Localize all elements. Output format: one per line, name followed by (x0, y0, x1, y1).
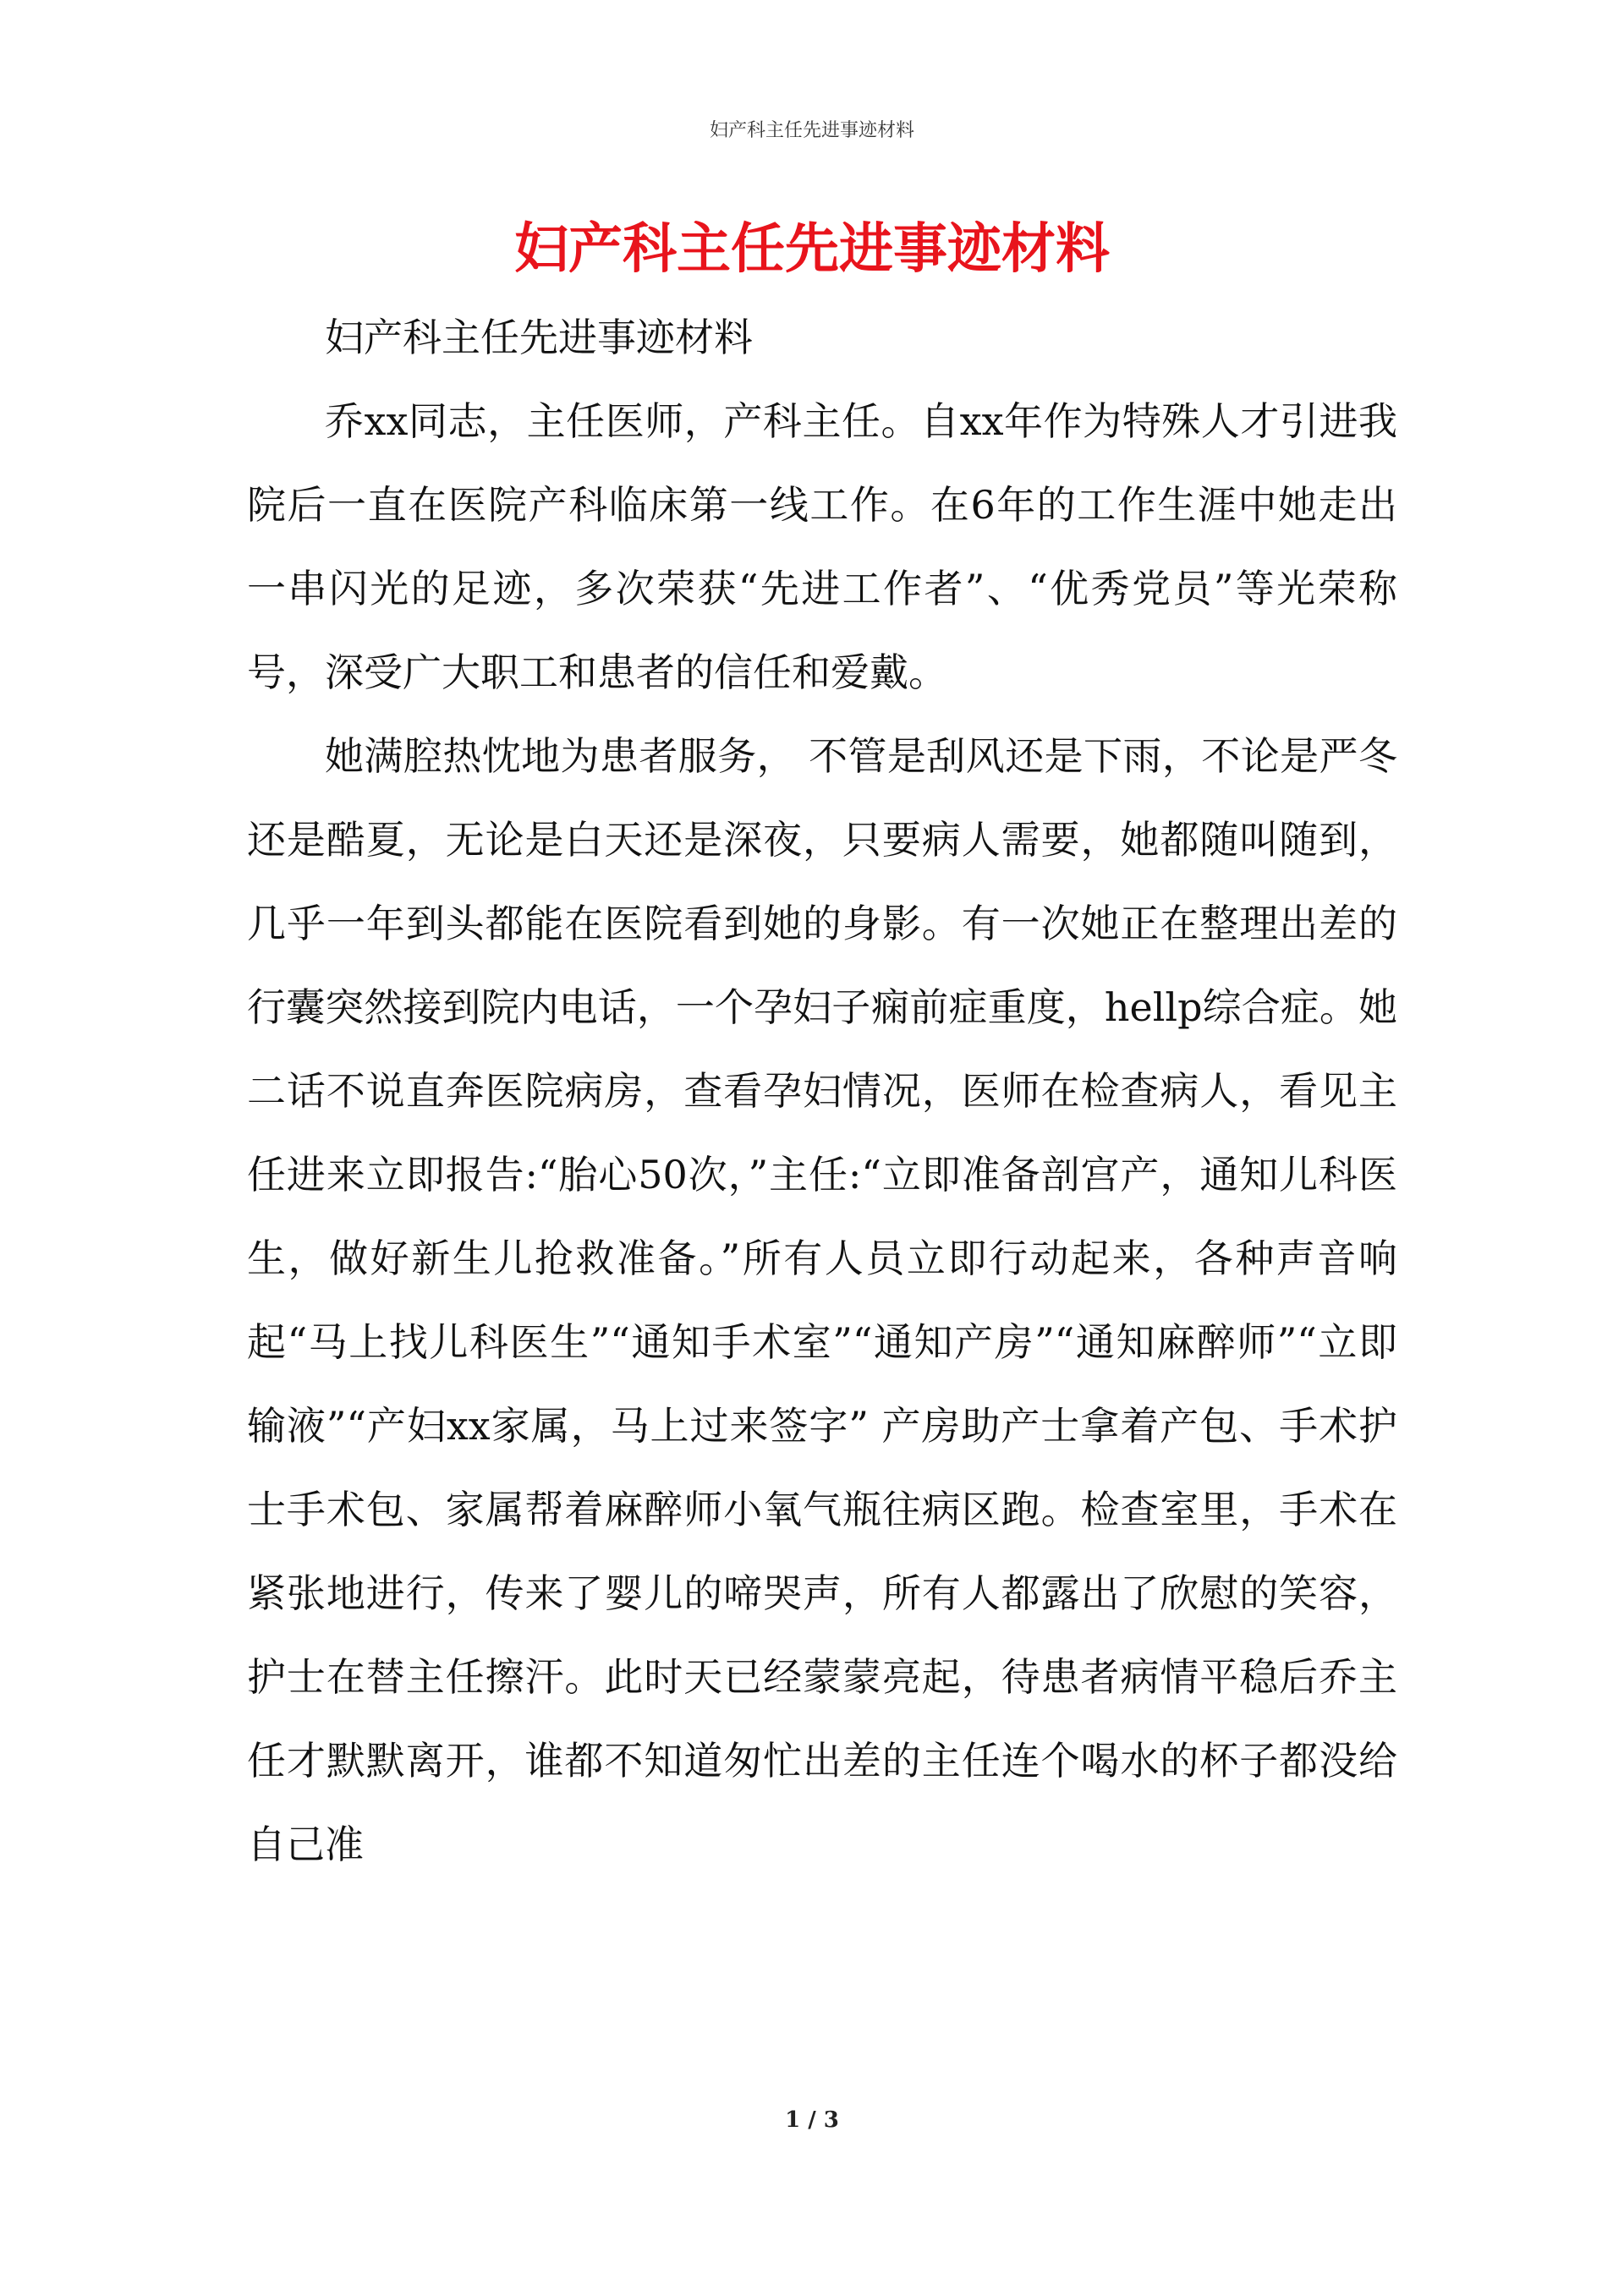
document-body (247, 296, 1397, 1887)
subtitle-paragraph: 妇产科主任先进事迹材料 (325, 315, 753, 360)
page-number: 1 / 3 (785, 2107, 839, 2133)
running-header: 妇产科主任先进事迹材料 (709, 120, 914, 141)
body-paragraph: 她满腔热忱地为患者服务， 不管是刮风还是下雨，不论是严冬还是酷夏，无论是白天还是深夜，只要病人需要，她都随叫随到，几乎一年到头都能在医院看到她的身影。有一次她正在整理出差的行囊突然接到院内电话，一个孕妇子痫前症重度，hellp综合症。她二话不说直奔医院病房，查看孕妇情况，医师在检查病人，看见主任进来立即报告:“胎心50次，”主任:“立即准备剖宫产，通知儿科医生，做好新生儿抢救准备。”所有人员立即行动起来，各种声音响起“马上找儿科医生”“通知手术室”“通知产房”“通知麻醉师”“立即输液”“产妇xx家属，马上过来签字” 产房助产士拿着产包、手术护士手术包、家属帮着麻醉师小氧气瓶往病区跑。检查室里，手术在紧张地进行，传来了婴儿的啼哭声，所有人都露出了欣慰的笑容，护士在替主任擦汗。此时天已经蒙蒙亮起，待患者病情平稳后乔主任才默默离开，谁都不知道匆忙出差的主任连个喝水的杯子都没给自己准 (247, 733, 1397, 1867)
document-title: 妇产科主任先进事迹材料 (514, 217, 1110, 281)
body-paragraph: 乔xx同志，主任医师，产科主任。自xx年作为特殊人才引进我院后一直在医院产科临床第一线工作。在6年的工作生涯中她走出一串闪光的足迹，多次荣获“先进工作者”、“优秀党员”等光荣称号，深受广大职工和患者的信任和爱戴。 (247, 398, 1397, 695)
